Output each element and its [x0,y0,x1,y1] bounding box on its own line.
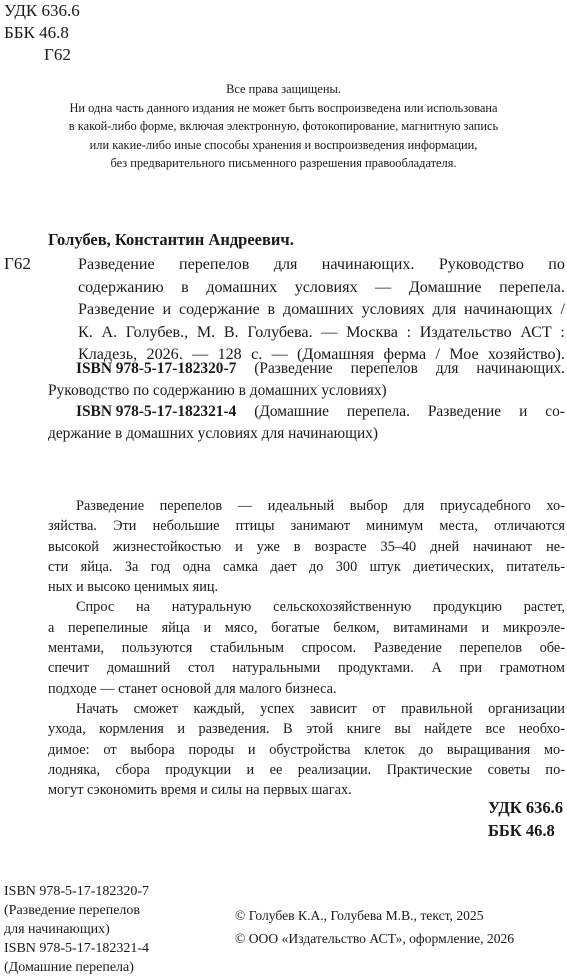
word: домашний [106,660,171,677]
word: перепелов [350,360,418,377]
word: для [435,360,459,377]
word: штук [369,558,401,575]
isbn-number: ISBN 978-5-17-182320-7 [76,360,237,377]
word: содержание [178,301,260,319]
word: до [418,741,434,758]
word: приусадебного [439,498,531,514]
word: — [375,278,392,296]
bottom-classification-codes [488,796,563,842]
word: Разведение [78,301,155,319]
word: грамотном [499,660,565,677]
word: идеальный [267,498,335,514]
word: А. [101,323,118,341]
biblio-line [78,322,565,345]
annotation-line [48,740,565,760]
word: перепелиные [68,619,148,636]
word: дает [270,558,297,575]
word: витаминами [393,619,468,636]
word: по- [545,761,565,778]
word: для [432,301,457,319]
word: в [181,278,189,296]
word: 2026. [146,346,183,364]
word: со- [545,403,565,420]
rights-line: в какой-либо форме, включая электронную, фотокопирование, магнитную запись [68,119,499,134]
word: сти [48,558,69,575]
annotation-line [48,537,565,557]
word: найдете [424,721,473,738]
word: домашних [206,278,278,296]
word: лодняка, [48,761,101,778]
word: сбора [115,761,150,778]
word: Разведение [427,403,502,420]
word: : [560,323,565,341]
word: Голубев., [125,323,189,341]
word: зависит [310,700,357,717]
word: выбор [349,498,388,514]
annotation-line [48,557,565,577]
word: год [150,558,171,575]
word: и [162,301,172,319]
isbn-summary-line: (Разведение перепелов [4,903,141,918]
rights-line: или какие-либо иные способы хранения и воспроизведения информации, [89,137,478,152]
isbn-block [48,358,565,444]
word: и [246,761,255,778]
word: при [459,660,483,677]
word: ее [269,761,283,778]
word: — [192,346,209,364]
top-bbk-code: ББК 46.8 [4,23,69,42]
annotation [48,496,565,800]
word: АСТ [520,323,552,341]
word: сельскохозяйственную [273,599,412,616]
annotation-line [48,658,565,678]
word: белком, [333,619,380,636]
word: Начать [76,700,119,717]
word: выбора [130,741,175,758]
word: К. [78,323,93,341]
top-udk-code: УДК 636.6 [4,1,80,20]
word: небольшие [152,518,220,535]
word: и [481,619,490,636]
word: выращивания [446,741,531,758]
word: обе- [539,640,565,657]
word: натуральную [171,599,252,616]
word: перепела. [346,403,410,420]
rights-notice [0,80,567,173]
word: перепелов [178,256,250,273]
annotation-line: подходе — станет основой для малого бизнеса. [48,680,337,697]
word: 300 [335,558,358,575]
word: не- [546,538,565,555]
word: от [372,700,386,717]
word: диетических, [413,558,494,575]
isbn-summary-line: для начинающих) [4,922,110,937]
word: в [267,301,276,319]
word: вы [394,721,411,738]
word: возрасте [314,538,367,555]
word: Издательство [419,323,512,341]
word: / [435,346,440,364]
word: отличаются [493,518,565,535]
annotation-line [48,719,565,739]
word: пользуются [121,640,193,657]
word: / [560,301,565,319]
isbn-number: ISBN 978-5-17-182321-4 [76,403,237,420]
word: Разведение [78,256,155,273]
annotation-line [48,597,565,617]
copyright-line: © Голубев К.А., Голубева М.В., текст, 2025 [235,908,484,923]
word: в [293,538,301,555]
isbn-summary-line: ISBN 978-5-17-182320-7 [4,884,150,899]
word: — [237,498,253,514]
word: стол [187,660,215,677]
word: разведения. [198,721,270,738]
word: растет, [523,599,565,616]
word: и [247,741,256,758]
word: организации [488,700,565,717]
word: для [273,256,298,273]
word: продуктами. [338,660,414,677]
word: высокой [48,538,99,555]
word: сможет [133,700,179,717]
word: яйца [161,619,190,636]
word: начинающих [463,301,553,319]
word: каждый, [193,700,245,717]
word: ухода, [48,721,86,738]
word: а [48,619,55,636]
word: условиях [361,301,425,319]
word: Спрос [76,599,115,616]
word: дней [430,538,460,555]
word: содержанию [78,278,164,296]
word: спросом. [301,640,357,657]
word: Мое [449,346,479,364]
annotation-line [48,760,565,780]
word: породы [188,741,235,758]
word: продукции [165,761,232,778]
word: (Разведение [254,360,333,377]
word: Практические [386,761,473,778]
biblio-line [78,299,565,322]
word: Домашние [408,278,482,296]
word: перепела. [499,278,565,296]
word: реализации. [297,761,372,778]
annotation-line [48,516,565,536]
bottom-udk-code: УДК 636.6 [487,798,563,817]
word: зяйства. [48,518,97,535]
annotation-line [48,496,565,516]
copyright-notice [235,904,514,950]
word: спечит [48,660,90,677]
annotation-line: ных и высоко ценимых яиц. [48,579,219,596]
word: хозяйство). [487,346,565,364]
copyright-line: © ООО «Издательство АСТ», оформление, 2026 [235,931,515,946]
word: 128 [217,346,242,364]
word: самка [223,558,258,575]
word: занимают [290,518,350,535]
word: : [406,323,412,341]
word: домашних [283,301,354,319]
rights-line: Ни одна часть данного издания не может быть воспроизведена или использована [69,100,498,115]
word: до [308,558,324,575]
word: кормления [99,721,164,738]
word: 35–40 [380,538,417,555]
word: правильной [400,700,473,717]
word: от [103,741,117,758]
word: Кладезь, [78,346,138,364]
word: минимум [366,518,424,535]
word: клеток [364,741,405,758]
word: обустройства [269,741,351,758]
word: все [485,721,506,738]
word: — [321,323,338,341]
word: продукцию [433,599,502,616]
rights-line: без предварительного письменного разрешения правообладателя. [110,156,457,171]
word: птицы [235,518,275,535]
word: условиях [294,278,358,296]
word: по [548,256,565,273]
word: с. [251,346,263,364]
word: натуральными [232,660,321,677]
word: необхо- [518,721,565,738]
word: За [124,558,139,575]
word: мясо, [224,619,258,636]
word: В. [223,323,239,341]
word: и [177,721,186,738]
word: советы [487,761,531,778]
isbn-summary-line: ISBN 978-5-17-182321-4 [4,941,150,956]
word: и [235,538,243,555]
word: начинающих. [476,360,565,377]
word: димое: [48,741,90,758]
word: А [431,660,442,677]
isbn-entry-1-desc: Руководство по содержанию в домашних условиях) [48,381,387,399]
word: уже [256,538,280,555]
isbn-entry-1 [48,358,565,380]
word: М. [196,323,216,341]
word: перепелов [159,498,223,514]
word: ментами, [48,640,105,657]
word: места, [439,518,478,535]
annotation-line: могут сэкономить время и силы на первых шагах. [48,782,352,799]
biblio-line [78,254,565,277]
isbn-summary-line: (Домашние перепела) [4,960,134,975]
word: (Домашняя [297,346,375,364]
word: Разведение [373,640,442,657]
word: книге [346,721,381,738]
word: для [403,498,425,514]
word: — [271,346,288,364]
word: жизнестойкостью [112,538,222,555]
annotation-line [48,638,565,658]
word: ферма [383,346,427,364]
top-author-mark: Г62 [44,45,71,64]
biblio-line [78,277,565,300]
word: и [519,403,528,420]
annotation-line [48,618,565,638]
author-mark-left: Г62 [4,254,31,273]
word: Голубева. [247,323,313,341]
word: мо- [543,741,565,758]
word: успех [260,700,295,717]
word: хо- [546,498,565,514]
word: начинают [473,538,533,555]
word: начинающих. [321,256,415,273]
annotation-line [48,699,565,719]
bottom-bbk-code: ББК 46.8 [487,821,555,840]
word: микроэле- [502,619,565,636]
author-heading: Голубев, Константин Андреевич. [48,230,294,249]
word: стабильным [209,640,284,657]
word: богатые [271,619,320,636]
word: Разведение [76,498,145,514]
word: Москва [346,323,398,341]
word: и [203,619,212,636]
isbn-entry-2-desc: держание в домашних условиях для начинающих) [48,424,379,442]
top-classification-codes [4,0,80,66]
word: яйца. [80,558,113,575]
word: питатель- [506,558,565,575]
word: В [283,721,293,738]
word: этой [306,721,334,738]
word: на [135,599,150,616]
isbn-entry-2 [48,401,565,423]
rights-line: Все права защищены. [226,82,341,96]
word: Руководство [438,256,524,273]
word: одна [182,558,211,575]
word: перепелов [459,640,522,657]
word: (Домашние [254,403,329,420]
word: Эти [113,518,137,535]
isbn-summary [4,882,149,977]
bibliographic-description [78,254,565,367]
